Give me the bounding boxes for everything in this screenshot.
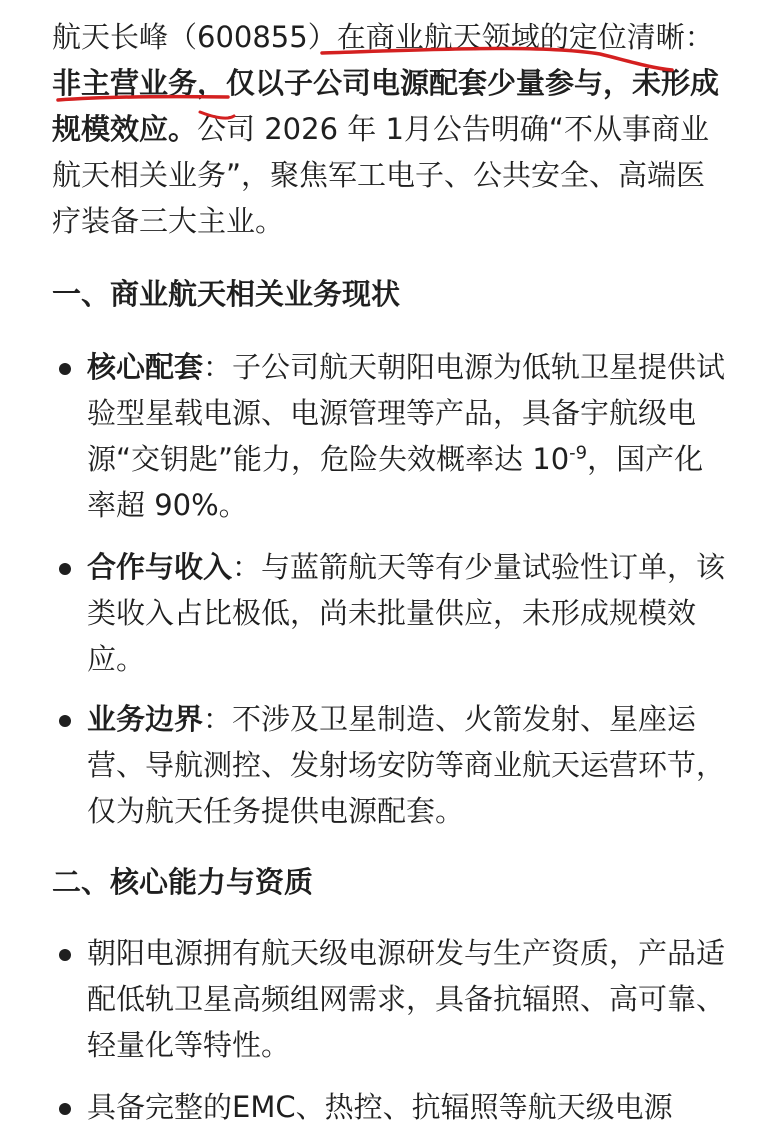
bullet-label: 核心配套: [87, 350, 204, 384]
intro-bold-statement: 非主营业务，仅以子公司电源配套少量参与，未形成规模效应。: [52, 66, 720, 146]
superscript: -9: [569, 442, 588, 464]
bullet-text: [87, 696, 727, 834]
bullet-dot-icon: [59, 715, 71, 727]
bullet-body: ：子公司航天朝阳电源为低轨卫星提供试验型星载电源、电源管理等产品，具备宇航级电源“交钥匙”能力，危险失效概率达 10: [87, 350, 726, 476]
bullet-dot-icon: [59, 563, 71, 575]
intro-paragraph: [52, 14, 722, 244]
bullet-dot-icon: [59, 949, 71, 961]
intro-rest: 公司 2026 年 1月公告明确“不从事商业航天相关业务”，聚焦军工电子、公共安全、高端医疗装备三大主业。: [52, 112, 709, 238]
section1-heading: 一、商业航天相关业务现状: [52, 277, 401, 311]
bullet-text: [87, 344, 727, 528]
bullet-body-end: ，国产化率超 90%。: [87, 442, 704, 522]
bullet-text: 朝阳电源拥有航天级电源研发与生产资质，产品适配低轨卫星高频组网需求，具备抗辐照、高可靠、轻量化等特性。: [87, 936, 726, 1062]
bullet-text: [87, 544, 727, 682]
bullet-dot-icon: [59, 1103, 71, 1115]
intro-line1: 航天长峰（600855）在商业航天领域的定位清晰：: [52, 20, 714, 54]
section2-heading: 二、核心能力与资质: [52, 865, 314, 899]
bullet-body: ：不涉及卫星制造、火箭发射、星座运营、导航测控、发射场安防等商业航天运营环节，仅为航天任务提供电源配套。: [87, 702, 726, 828]
bullet-label: 业务边界: [87, 702, 204, 736]
bullet-dot-icon: [59, 363, 71, 375]
bullet-body: ：与蓝箭航天等有少量试验性订单，该类收入占比极低，尚未批量供应，未形成规模效应。: [87, 550, 726, 676]
bullet-text: 具备完整的EMC、热控、抗辐照等航天级电源: [87, 1090, 673, 1124]
bullet-label: 合作与收入: [87, 550, 233, 584]
